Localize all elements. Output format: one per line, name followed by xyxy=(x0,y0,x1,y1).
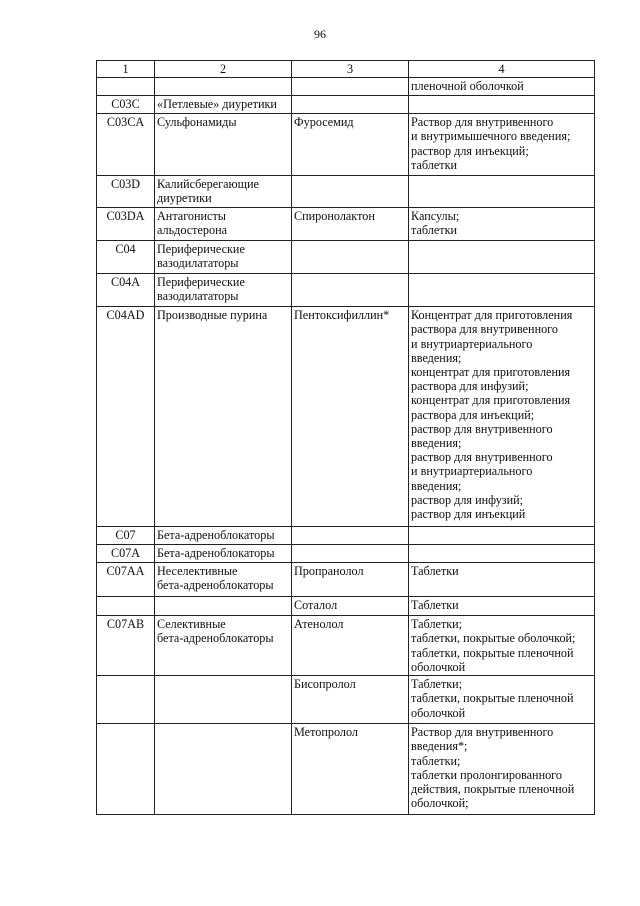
drug-name-cell xyxy=(292,78,409,96)
column-header-1: 1 xyxy=(97,61,155,78)
atc-code-cell xyxy=(97,597,155,616)
atc-code-cell: C03D xyxy=(97,176,155,208)
anatomical-group-cell: Селективные бета-адреноблокаторы xyxy=(155,616,292,676)
table-row xyxy=(97,724,595,815)
table-row xyxy=(97,274,595,307)
table-row xyxy=(97,676,595,724)
anatomical-group-cell xyxy=(155,78,292,96)
anatomical-group-cell: Периферические вазодилататоры xyxy=(155,241,292,274)
dosage-form-cell xyxy=(409,241,595,274)
drug-name-cell: Пропранолол xyxy=(292,563,409,597)
drug-name-cell: Фуросемид xyxy=(292,114,409,176)
column-header-4: 4 xyxy=(409,61,595,78)
drug-name-cell xyxy=(292,274,409,307)
anatomical-group-cell: «Петлевые» диуретики xyxy=(155,96,292,114)
drug-name-cell xyxy=(292,545,409,563)
table-row xyxy=(97,176,595,208)
dosage-form-cell: пленочной оболочкой xyxy=(409,78,595,96)
atc-code-cell: C07A xyxy=(97,545,155,563)
anatomical-group-cell: Антагонисты альдостерона xyxy=(155,208,292,241)
table-row xyxy=(97,597,595,616)
anatomical-group-cell: Неселективные бета-адреноблокаторы xyxy=(155,563,292,597)
page-number: 96 xyxy=(314,27,326,41)
table-row xyxy=(97,307,595,527)
atc-code-cell: C04A xyxy=(97,274,155,307)
column-header-3: 3 xyxy=(292,61,409,78)
column-header-2: 2 xyxy=(155,61,292,78)
anatomical-group-cell xyxy=(155,724,292,815)
atc-code-cell: C03C xyxy=(97,96,155,114)
table-row xyxy=(97,208,595,241)
drug-name-cell: Спиронолактон xyxy=(292,208,409,241)
table-row xyxy=(97,545,595,563)
table-body xyxy=(97,78,595,815)
drug-name-cell: Метопролол xyxy=(292,724,409,815)
dosage-form-cell: Таблетки; таблетки, покрытые оболочкой; таблетки, покрытые пленочной оболочкой xyxy=(409,616,595,676)
dosage-form-cell: Таблетки xyxy=(409,563,595,597)
atc-code-cell: C07AB xyxy=(97,616,155,676)
header-row xyxy=(97,61,595,78)
atc-code-cell: C03CA xyxy=(97,114,155,176)
atc-code-cell: C04AD xyxy=(97,307,155,527)
dosage-form-cell xyxy=(409,176,595,208)
dosage-form-cell: Капсулы; таблетки xyxy=(409,208,595,241)
table-row xyxy=(97,241,595,274)
anatomical-group-cell: Производные пурина xyxy=(155,307,292,527)
table-row xyxy=(97,96,595,114)
atc-code-cell xyxy=(97,78,155,96)
dosage-form-cell: Раствор для внутривенного и внутримышечного введения; раствор для инъекций; таблетки xyxy=(409,114,595,176)
drug-name-cell: Соталол xyxy=(292,597,409,616)
dosage-form-cell xyxy=(409,527,595,545)
atc-code-cell: C04 xyxy=(97,241,155,274)
drug-name-cell: Бисопролол xyxy=(292,676,409,724)
atc-code-cell: C03DA xyxy=(97,208,155,241)
drug-name-cell xyxy=(292,241,409,274)
anatomical-group-cell xyxy=(155,597,292,616)
anatomical-group-cell: Периферические вазодилататоры xyxy=(155,274,292,307)
anatomical-group-cell: Бета-адреноблокаторы xyxy=(155,527,292,545)
drug-table xyxy=(96,60,595,815)
atc-code-cell xyxy=(97,676,155,724)
dosage-form-cell xyxy=(409,96,595,114)
dosage-form-cell: Таблетки; таблетки, покрытые пленочной оболочкой xyxy=(409,676,595,724)
dosage-form-cell xyxy=(409,545,595,563)
anatomical-group-cell: Сульфонамиды xyxy=(155,114,292,176)
drug-name-cell xyxy=(292,527,409,545)
dosage-form-cell: Таблетки xyxy=(409,597,595,616)
dosage-form-cell: Раствор для внутривенного введения*; таблетки; таблетки пролонгированного действия, покрытые пленочной оболочкой; xyxy=(409,724,595,815)
atc-code-cell: C07AA xyxy=(97,563,155,597)
anatomical-group-cell: Калийсберегающие диуретики xyxy=(155,176,292,208)
table-row xyxy=(97,114,595,176)
atc-code-cell: C07 xyxy=(97,527,155,545)
table-row xyxy=(97,616,595,676)
drug-name-cell xyxy=(292,96,409,114)
drug-name-cell: Атенолол xyxy=(292,616,409,676)
dosage-form-cell: Концентрат для приготовления раствора для внутривенного и внутриартериального введения; концентрат для приготовления раствора для инфузий; концентрат для приготовления раствора для инъекций; раствор для внутривенного введения; раствор для внутривенного и внутриартериального введения; раствор для инфузий; раствор для инъекций xyxy=(409,307,595,527)
dosage-form-cell xyxy=(409,274,595,307)
anatomical-group-cell: Бета-адреноблокаторы xyxy=(155,545,292,563)
drug-name-cell xyxy=(292,176,409,208)
table-row xyxy=(97,78,595,96)
atc-code-cell xyxy=(97,724,155,815)
table-row xyxy=(97,563,595,597)
drug-name-cell: Пентоксифиллин* xyxy=(292,307,409,527)
anatomical-group-cell xyxy=(155,676,292,724)
table-row xyxy=(97,527,595,545)
